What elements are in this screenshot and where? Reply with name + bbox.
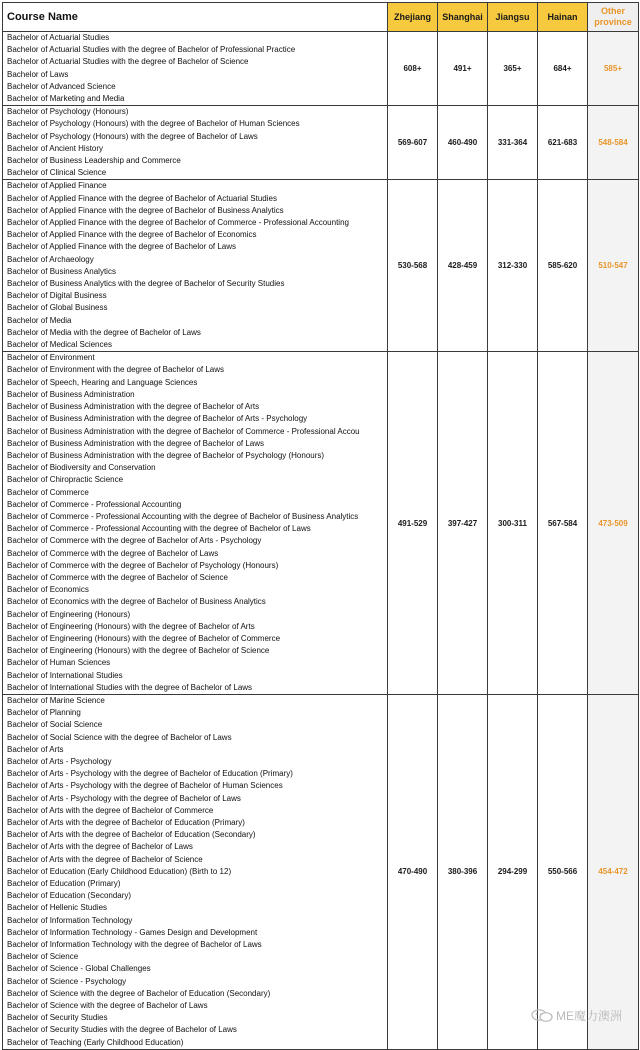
course-name: Bachelor of Engineering (Honours) with the degree of Bachelor of Science [7,646,270,656]
zhejiang-score: 530-568 [388,180,438,352]
jiangsu-score: 294-299 [488,694,538,1049]
course-name: Bachelor of Arts with the degree of Bachelor of Education (Primary) [7,818,245,827]
course-name: Bachelor of Clinical Science [7,168,107,178]
course-name: Bachelor of Psychology (Honours) with the degree of Bachelor of Laws [7,131,258,141]
course-name: Bachelor of Economics with the degree of Bachelor of Business Analytics [7,597,266,607]
course-name: Bachelor of Laws [7,69,69,79]
zhejiang-score: 470-490 [388,694,438,1049]
course-name: Bachelor of Business Administration with the degree of Bachelor of Arts - Psychology [7,414,308,424]
course-name: Bachelor of Arts [7,744,64,754]
course-name: Bachelor of Marketing and Media [7,94,125,104]
other-score: 454-472 [588,694,639,1049]
course-name: Bachelor of Science with the degree of Bachelor of Laws [7,1001,208,1011]
course-name: Bachelor of Psychology (Honours) with the degree of Bachelor of Human Sciences [7,119,300,129]
course-name: Bachelor of Business Administration with the degree of Bachelor of Laws [7,438,265,448]
course-name: Bachelor of International Studies [7,670,123,680]
shanghai-score: 428-459 [438,180,488,352]
course-name: Bachelor of Commerce - Professional Accounting with the degree of Bachelor of Business Analytics [7,511,359,521]
course-name: Bachelor of Science - Global Challenges [7,964,151,974]
course-name: Bachelor of Security Studies [7,1013,108,1023]
other-score: 585+ [588,32,639,106]
course-list-cell [3,352,388,695]
course-name: Bachelor of Environment [7,353,95,363]
course-name: Bachelor of Psychology (Honours) [7,107,129,117]
watermark [531,1007,622,1024]
course-name: Bachelor of Digital Business [7,291,107,301]
course-name: Bachelor of Engineering (Honours) with the degree of Bachelor of Arts [7,621,255,631]
course-name: Bachelor of Global Business [7,303,108,313]
course-name: Bachelor of Arts with the degree of Bachelor of Laws [7,842,193,852]
table-row [3,32,639,106]
course-list-cell [3,180,388,352]
course-name: Bachelor of Information Technology - Games Design and Development [7,927,258,937]
course-name: Bachelor of Applied Finance with the degree of Bachelor of Economics [7,230,257,240]
course-name: Bachelor of Biodiversity and Conservation [7,463,156,473]
zhejiang-score: 608+ [388,32,438,106]
course-name: Bachelor of Applied Finance with the degree of Bachelor of Business Analytics [7,205,284,215]
course-name: Bachelor of Medical Sciences [7,340,112,350]
course-name: Bachelor of Arts with the degree of Bachelor of Science [7,854,203,864]
shanghai-score: 491+ [438,32,488,106]
course-name: Bachelor of Arts - Psychology with the degree of Bachelor of Education (Primary) [7,769,293,779]
jiangsu-score: 312-330 [488,180,538,352]
course-name: Bachelor of Arts with the degree of Bachelor of Commerce [7,805,214,815]
watermark-text: ME魔力澳洲 [555,1009,622,1023]
jiangsu-header: Jiangsu [488,3,538,32]
course-name: Bachelor of Marine Science [7,695,105,705]
course-name: Bachelor of Engineering (Honours) [7,609,131,619]
course-name: Bachelor of Commerce with the degree of Bachelor of Laws [7,548,219,558]
course-name: Bachelor of Science with the degree of Bachelor of Education (Secondary) [7,988,271,998]
hainan-score: 567-584 [538,352,588,695]
course-name: Bachelor of Actuarial Studies [7,33,110,42]
course-name: Bachelor of Business Analytics with the degree of Bachelor of Security Studies [7,279,285,289]
course-name: Bachelor of Social Science with the degree of Bachelor of Laws [7,732,232,742]
course-name: Bachelor of Commerce [7,487,89,497]
wechat-icon [531,1009,553,1022]
table-row [3,180,639,352]
course-name: Bachelor of Business Administration with the degree of Bachelor of Arts [7,402,260,412]
table-row [3,352,639,695]
course-name: Bachelor of Arts - Psychology with the degree of Bachelor of Human Sciences [7,781,283,791]
course-name: Bachelor of Commerce with the degree of Bachelor of Arts - Psychology [7,536,262,546]
admission-scores-table [2,2,639,1050]
course-name: Bachelor of Economics [7,585,89,595]
course-name: Bachelor of Commerce with the degree of Bachelor of Science [7,572,229,582]
course-name: Bachelor of Applied Finance [7,181,107,191]
course-name: Bachelor of Arts - Psychology with the degree of Bachelor of Laws [7,793,241,803]
hainan-header: Hainan [538,3,588,32]
course-name: Bachelor of Commerce - Professional Accounting with the degree of Bachelor of Laws [7,524,311,534]
hainan-score: 585-620 [538,180,588,352]
course-name: Bachelor of Applied Finance with the degree of Bachelor of Actuarial Studies [7,193,277,203]
course-name: Bachelor of Business Administration with the degree of Bachelor of Psychology (Honours) [7,450,325,460]
course-name: Bachelor of Arts with the degree of Bachelor of Education (Secondary) [7,830,256,840]
course-name: Bachelor of Business Administration with the degree of Bachelor of Commerce - Professional Accou [7,426,360,436]
jiangsu-score: 365+ [488,32,538,106]
course-name: Bachelor of Commerce - Professional Accounting [7,499,182,509]
shanghai-score: 397-427 [438,352,488,695]
course-name: Bachelor of Education (Primary) [7,879,121,889]
course-name: Bachelor of Advanced Science [7,81,116,91]
other-score: 548-584 [588,106,639,180]
jiangsu-score: 331-364 [488,106,538,180]
course-name: Bachelor of Education (Secondary) [7,891,132,901]
course-name: Bachelor of Planning [7,708,81,718]
shanghai-score: 460-490 [438,106,488,180]
course-name-header: Course Name [3,3,388,32]
other-province-header [588,3,639,32]
course-name: Bachelor of Teaching (Early Childhood Education) [7,1037,184,1047]
course-name: Bachelor of Social Science [7,720,103,730]
course-name: Bachelor of Education (Early Childhood Education) (Birth to 12) [7,866,232,876]
shanghai-header: Shanghai [438,3,488,32]
course-name: Bachelor of Security Studies with the degree of Bachelor of Laws [7,1025,237,1035]
hainan-score: 621-683 [538,106,588,180]
course-list-cell [3,106,388,180]
hainan-score: 550-566 [538,694,588,1049]
table-row [3,106,639,180]
course-name: Bachelor of Hellenic Studies [7,903,108,913]
zhejiang-score: 569-607 [388,106,438,180]
course-name: Bachelor of Human Sciences [7,658,111,668]
course-name: Bachelor of Environment with the degree of Bachelor of Laws [7,365,225,375]
header-row [3,3,639,32]
course-name: Bachelor of Actuarial Studies with the degree of Bachelor of Professional Practice [7,45,296,55]
zhejiang-header: Zhejiang [388,3,438,32]
course-name: Bachelor of Business Administration [7,389,135,399]
hainan-score: 684+ [538,32,588,106]
course-name: Bachelor of Applied Finance with the degree of Bachelor of Laws [7,242,237,252]
course-name: Bachelor of Applied Finance with the degree of Bachelor of Commerce - Professional Accounting [7,218,349,228]
course-name: Bachelor of Science - Psychology [7,976,127,986]
course-name: Bachelor of Actuarial Studies with the degree of Bachelor of Science [7,57,249,67]
course-list-cell [3,694,388,1049]
course-name: Bachelor of Archaeology [7,254,94,264]
course-name: Bachelor of Speech, Hearing and Language Sciences [7,377,198,387]
zhejiang-score: 491-529 [388,352,438,695]
table-body [3,32,639,1050]
other-score: 510-547 [588,180,639,352]
shanghai-score: 380-396 [438,694,488,1049]
course-name: Bachelor of Commerce with the degree of Bachelor of Psychology (Honours) [7,560,279,570]
course-name: Bachelor of Information Technology with the degree of Bachelor of Laws [7,940,262,950]
course-list-cell [3,32,388,106]
other-header-line2: province [594,17,632,27]
other-header-line1: Other [600,6,625,16]
course-name: Bachelor of Business Analytics [7,266,116,276]
course-name: Bachelor of International Studies with the degree of Bachelor of Laws [7,682,253,692]
course-name: Bachelor of Chiropractic Science [7,475,124,485]
course-name: Bachelor of Media with the degree of Bachelor of Laws [7,327,201,337]
course-name: Bachelor of Media [7,315,72,325]
jiangsu-score: 300-311 [488,352,538,695]
course-name: Bachelor of Science [7,952,79,962]
course-name: Bachelor of Information Technology [7,915,133,925]
course-name: Bachelor of Engineering (Honours) with the degree of Bachelor of Commerce [7,633,281,643]
course-name: Bachelor of Ancient History [7,143,104,153]
course-name: Bachelor of Arts - Psychology [7,756,112,766]
table-row [3,694,639,1049]
other-score: 473-509 [588,352,639,695]
course-name: Bachelor of Business Leadership and Commerce [7,156,181,166]
